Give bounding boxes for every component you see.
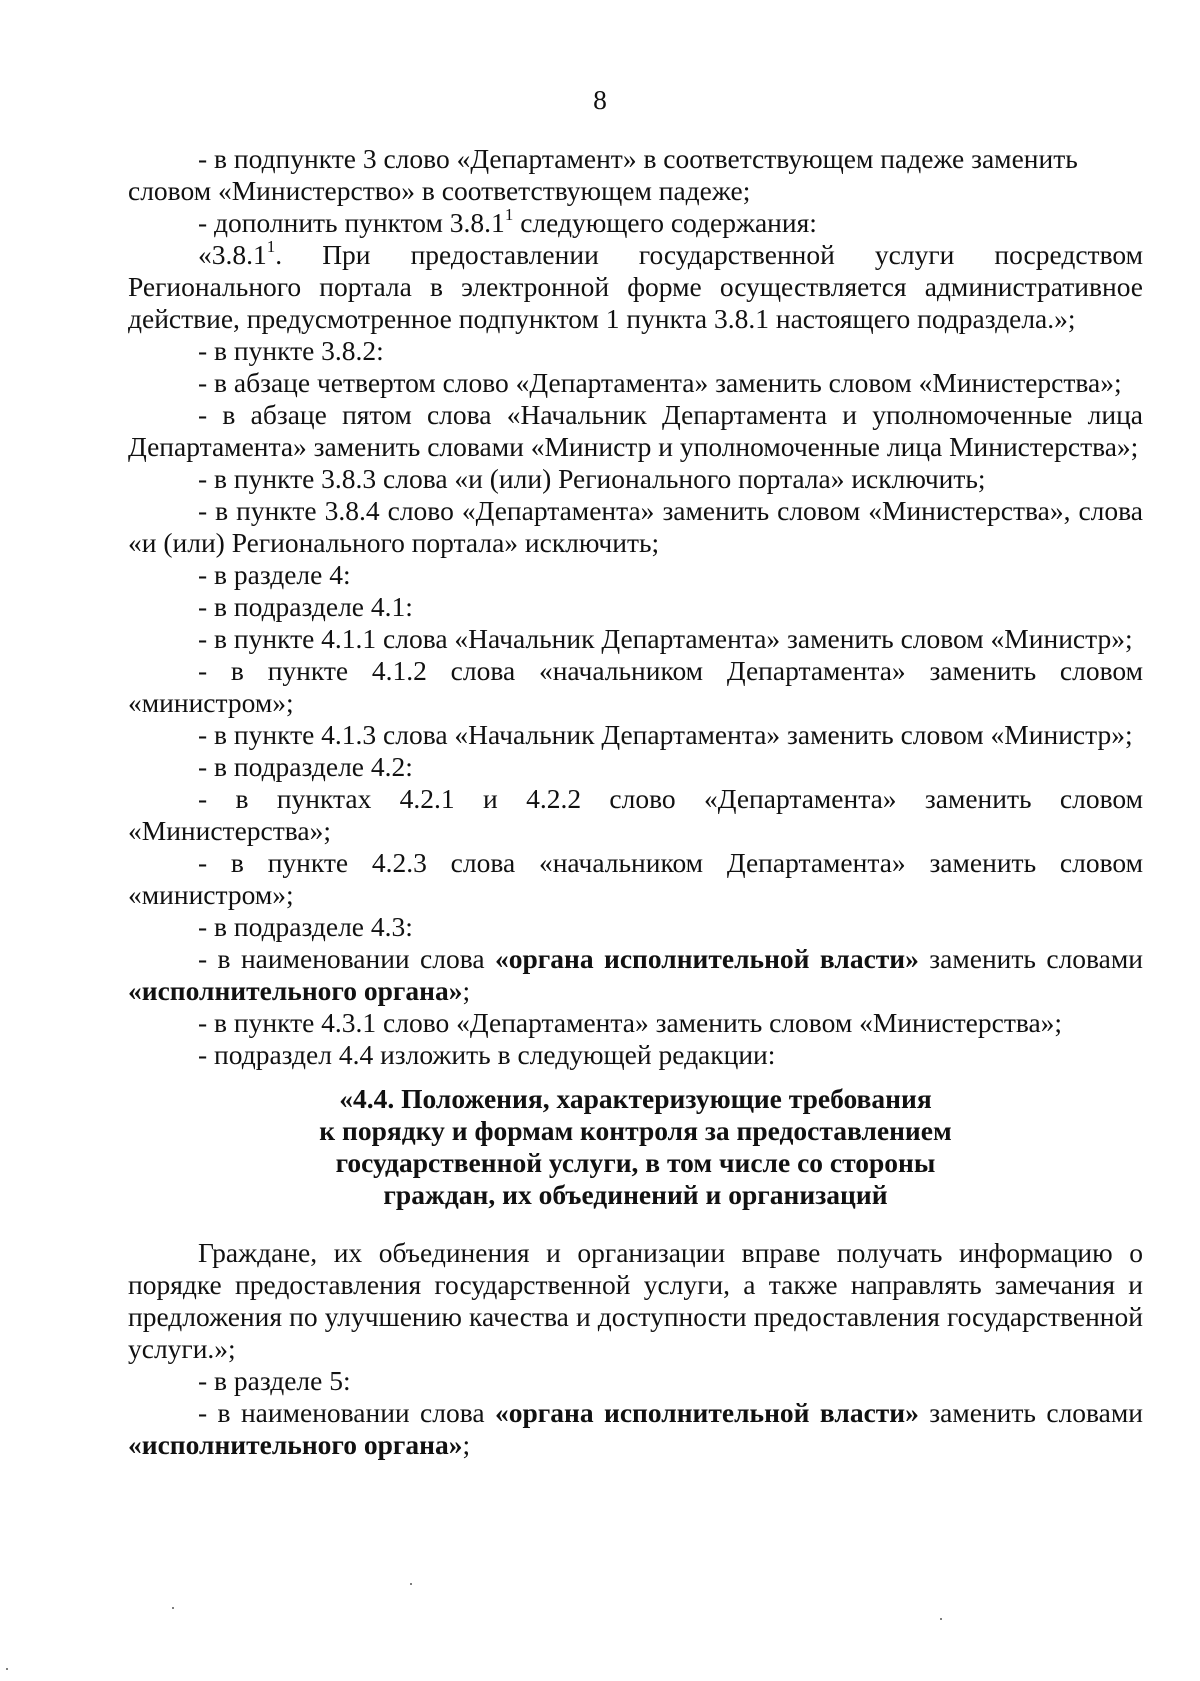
- paragraph: - в абзаце пятом слова «Начальник Департамента и уполномоченные лица Департамента» заменить словами «Министр и уполномоченные лица Министерства»;: [128, 399, 1143, 462]
- document-body: [128, 143, 1143, 1461]
- paragraph-continuation: [128, 175, 1143, 207]
- bold-phrase: «исполнительного органа»: [128, 975, 463, 1006]
- page-number: 8: [593, 84, 607, 115]
- scan-speck: [6, 1668, 8, 1670]
- paragraph-line: словом «Министерство» в соответствующем падеже;: [128, 175, 751, 206]
- scan-speck: [410, 1583, 412, 1585]
- paragraph: - в пункте 3.8.2:: [198, 335, 384, 366]
- paragraph: - в пункте 4.1.2 слова «начальником Департамента» заменить словом «министром»;: [128, 655, 1143, 718]
- paragraph: [128, 236, 1143, 335]
- section-title-line: граждан, их объединений и организаций: [383, 1179, 888, 1210]
- paragraph: - в подразделе 4.1:: [198, 591, 413, 622]
- paragraph: [128, 1397, 1143, 1461]
- paragraph: [128, 943, 1143, 1007]
- paragraph: - в пункте 4.2.3 слова «начальником Департамента» заменить словом «министром»;: [128, 847, 1143, 910]
- paragraph-text: - дополнить пунктом 3.8.1: [198, 207, 505, 238]
- paragraph: - в пункте 4.1.3 слова «Начальник Департамента» заменить словом «Министр»;: [198, 719, 1133, 750]
- scan-speck: [172, 1607, 174, 1609]
- superscript: 1: [266, 236, 276, 256]
- section-title: [128, 1083, 1143, 1211]
- paragraph-text: следующего содержания:: [513, 207, 817, 238]
- paragraph: - в пункте 4.1.1 слова «Начальник Департамента» заменить словом «Министр»;: [198, 623, 1133, 654]
- paragraph-text: заменить словами: [918, 943, 1143, 974]
- paragraph: [128, 143, 1143, 175]
- paragraph-text: . При предоставлении государственной услуги посредством Регионального портала в электронной форме осуществляется административное действие, предусмотренное подпунктом 1 пункта 3.8.1 настоящего подраздела.»;: [128, 239, 1143, 334]
- paragraph: - в пункте 3.8.3 слова «и (или) Регионального портала» исключить;: [198, 463, 986, 494]
- section-title-line: государственной услуги, в том числе со стороны: [335, 1147, 936, 1178]
- section-title-line: к порядку и формам контроля за предоставлением: [319, 1115, 952, 1146]
- bold-phrase: «исполнительного органа»: [128, 1429, 463, 1460]
- bold-phrase: «органа исполнительной власти»: [494, 943, 919, 974]
- paragraph: [128, 204, 1143, 239]
- superscript: 1: [504, 204, 514, 224]
- spacer: [128, 1211, 1143, 1237]
- paragraph: - в пункте 4.3.1 слово «Департамента» заменить словом «Министерства»;: [198, 1007, 1063, 1038]
- paragraph: - в разделе 5:: [198, 1365, 351, 1396]
- paragraph: - в подразделе 4.3:: [198, 911, 413, 942]
- paragraph: Граждане, их объединения и организации вправе получать информацию о порядке предоставления государственной услуги, а также направлять замечания и предложения по улучшению качества и доступности предоставления государственной услуги.»;: [128, 1237, 1143, 1364]
- paragraph: - в подразделе 4.2:: [198, 751, 413, 782]
- paragraph-line: - в подпункте 3 слово «Департамент» в соответствующем падеже заменить: [198, 143, 1078, 174]
- paragraph: - в пунктах 4.2.1 и 4.2.2 слово «Департамента» заменить словом «Министерства»;: [128, 783, 1143, 846]
- paragraph: - подраздел 4.4 изложить в следующей редакции:: [198, 1039, 776, 1070]
- paragraph-text: - в наименовании слова: [198, 1397, 495, 1428]
- paragraph-text: «3.8.1: [198, 239, 267, 270]
- paragraph-text: ;: [462, 1429, 471, 1460]
- paragraph-text: заменить словами: [918, 1397, 1143, 1428]
- bold-phrase: «органа исполнительной власти»: [494, 1397, 919, 1428]
- paragraph: - в абзаце четвертом слово «Департамента» заменить словом «Министерства»;: [198, 367, 1122, 398]
- paragraph-text: ;: [462, 975, 471, 1006]
- paragraph: - в пункте 3.8.4 слово «Департамента» заменить словом «Министерства», слова «и (или) Регионального портала» исключить;: [128, 495, 1143, 558]
- paragraph-text: - в наименовании слова: [198, 943, 495, 974]
- paragraph: - в разделе 4:: [198, 559, 351, 590]
- section-title-line: «4.4. Положения, характеризующие требования: [339, 1083, 932, 1114]
- scan-speck: [940, 1618, 942, 1620]
